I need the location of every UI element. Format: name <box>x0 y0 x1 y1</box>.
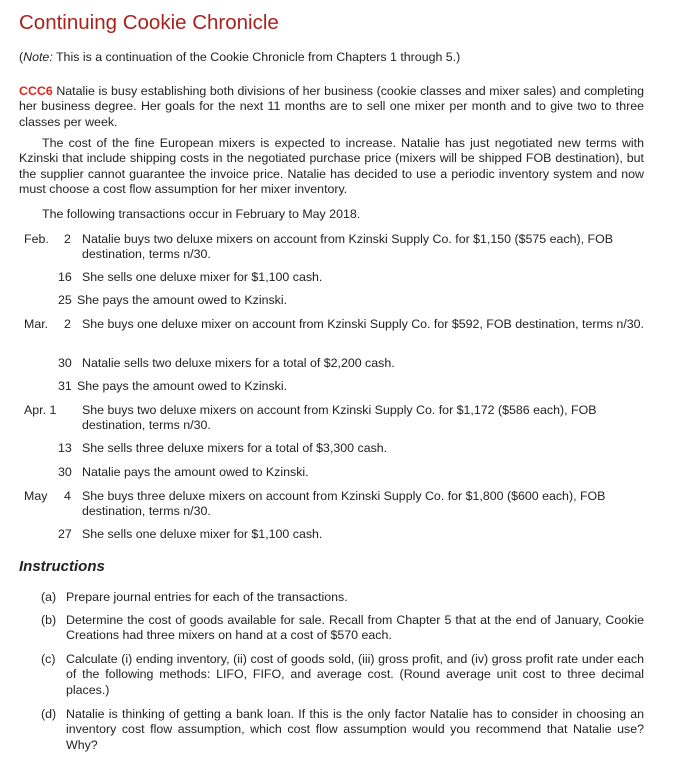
transaction-day: 16 <box>58 270 72 284</box>
note-line <box>19 50 659 65</box>
instruction-letter: (a) <box>41 590 57 604</box>
instruction-text: Prepare journal entries for each of the transactions. <box>66 590 348 604</box>
transaction-description: She sells one deluxe mixer for $1,100 cash. <box>82 270 323 284</box>
problem-paragraph-2: The cost of the fine European mixers is expected to increase. Natalie has just negotiated new terms with Kzinski that include shipping costs in the negotiated purchase price (mixers will be shipped FOB destination), but the supplier cannot guarantee the invoice price. Natalie has decided to use a periodic inventory system and now must choose a cost flow assumption for her mixer inventory. <box>19 136 644 197</box>
instruction-letter: (c) <box>41 652 56 666</box>
transaction-day: 2 <box>64 317 71 331</box>
transaction-day: 25 <box>58 293 72 307</box>
transaction-description: She pays the amount owed to Kzinski. <box>77 293 288 307</box>
transaction-day: 4 <box>64 489 71 503</box>
instruction-text: Natalie is thinking of getting a bank loan. If this is the only factor Natalie has to consider in choosing an inventory cost flow assumption, which cost flow assumption would you recommend that Natalie use? Why? <box>66 707 644 752</box>
instruction-letter: (b) <box>41 613 57 627</box>
transaction-month: Mar. <box>24 317 49 331</box>
transaction-description: She sells one deluxe mixer for $1,100 cash. <box>82 527 323 541</box>
transaction-day: 30 <box>58 356 72 370</box>
transaction-day: 27 <box>58 527 72 541</box>
transaction-description: Natalie buys two deluxe mixers on account from Kzinski Supply Co. for $1,150 ($575 each), FOB destination, terms n/30. <box>82 232 613 262</box>
transaction-description: She buys one deluxe mixer on account from Kzinski Supply Co. for $592, FOB destination, terms n/30. <box>82 317 644 331</box>
transaction-month: May <box>24 489 48 503</box>
instructions-heading: Instructions <box>19 558 105 575</box>
transaction-month: Apr. 1 <box>24 403 57 417</box>
transaction-description: Natalie pays the amount owed to Kzinski. <box>82 465 309 479</box>
instruction-text: Calculate (i) ending inventory, (ii) cost of goods sold, (iii) gross profit, and (iv) gross profit rate under each of the following methods: LIFO, FIFO, and average cost. (Round average unit cost to three decimal places.) <box>66 652 644 697</box>
note-text: This is a continuation of the Cookie Chronicle from Chapters 1 through 5.) <box>52 50 461 64</box>
problem-paragraph-3: The following transactions occur in February to May 2018. <box>42 207 361 221</box>
instruction-text: Determine the cost of goods available for sale. Recall from Chapter 5 that at the end of January, Cookie Creations had three mixers on hand at a cost of $570 each. <box>66 613 644 643</box>
transaction-description: She buys two deluxe mixers on account from Kzinski Supply Co. for $1,172 ($586 each), FOB destination, terms n/30. <box>82 403 597 433</box>
instruction-letter: (d) <box>41 707 57 721</box>
problem-paragraph-1-text: Natalie is busy establishing both divisions of her business (cookie classes and mixer sales) and completing her business degree. Her goals for the next 11 months are to sell one mixer per month and to give two to three classes per week. <box>19 84 644 129</box>
problem-label: CCC6 <box>19 84 53 98</box>
note-label: Note: <box>23 50 53 64</box>
note-open-paren: ( <box>19 50 24 64</box>
transaction-month: Feb. <box>24 232 49 246</box>
transaction-description: Natalie sells two deluxe mixers for a total of $2,200 cash. <box>82 356 395 370</box>
page-title: Continuing Cookie Chronicle <box>19 11 279 34</box>
transaction-day: 31 <box>58 379 72 393</box>
transaction-day: 2 <box>64 232 71 246</box>
transaction-day: 30 <box>58 465 72 479</box>
problem-paragraph-1 <box>19 84 644 130</box>
transaction-description: She sells three deluxe mixers for a total of $3,300 cash. <box>82 441 388 455</box>
transaction-description: She buys three deluxe mixers on account from Kzinski Supply Co. for $1,800 ($600 each), FOB destination, terms n/30. <box>82 489 606 519</box>
transaction-day: 13 <box>58 441 72 455</box>
transaction-description: She pays the amount owed to Kzinski. <box>77 379 288 393</box>
